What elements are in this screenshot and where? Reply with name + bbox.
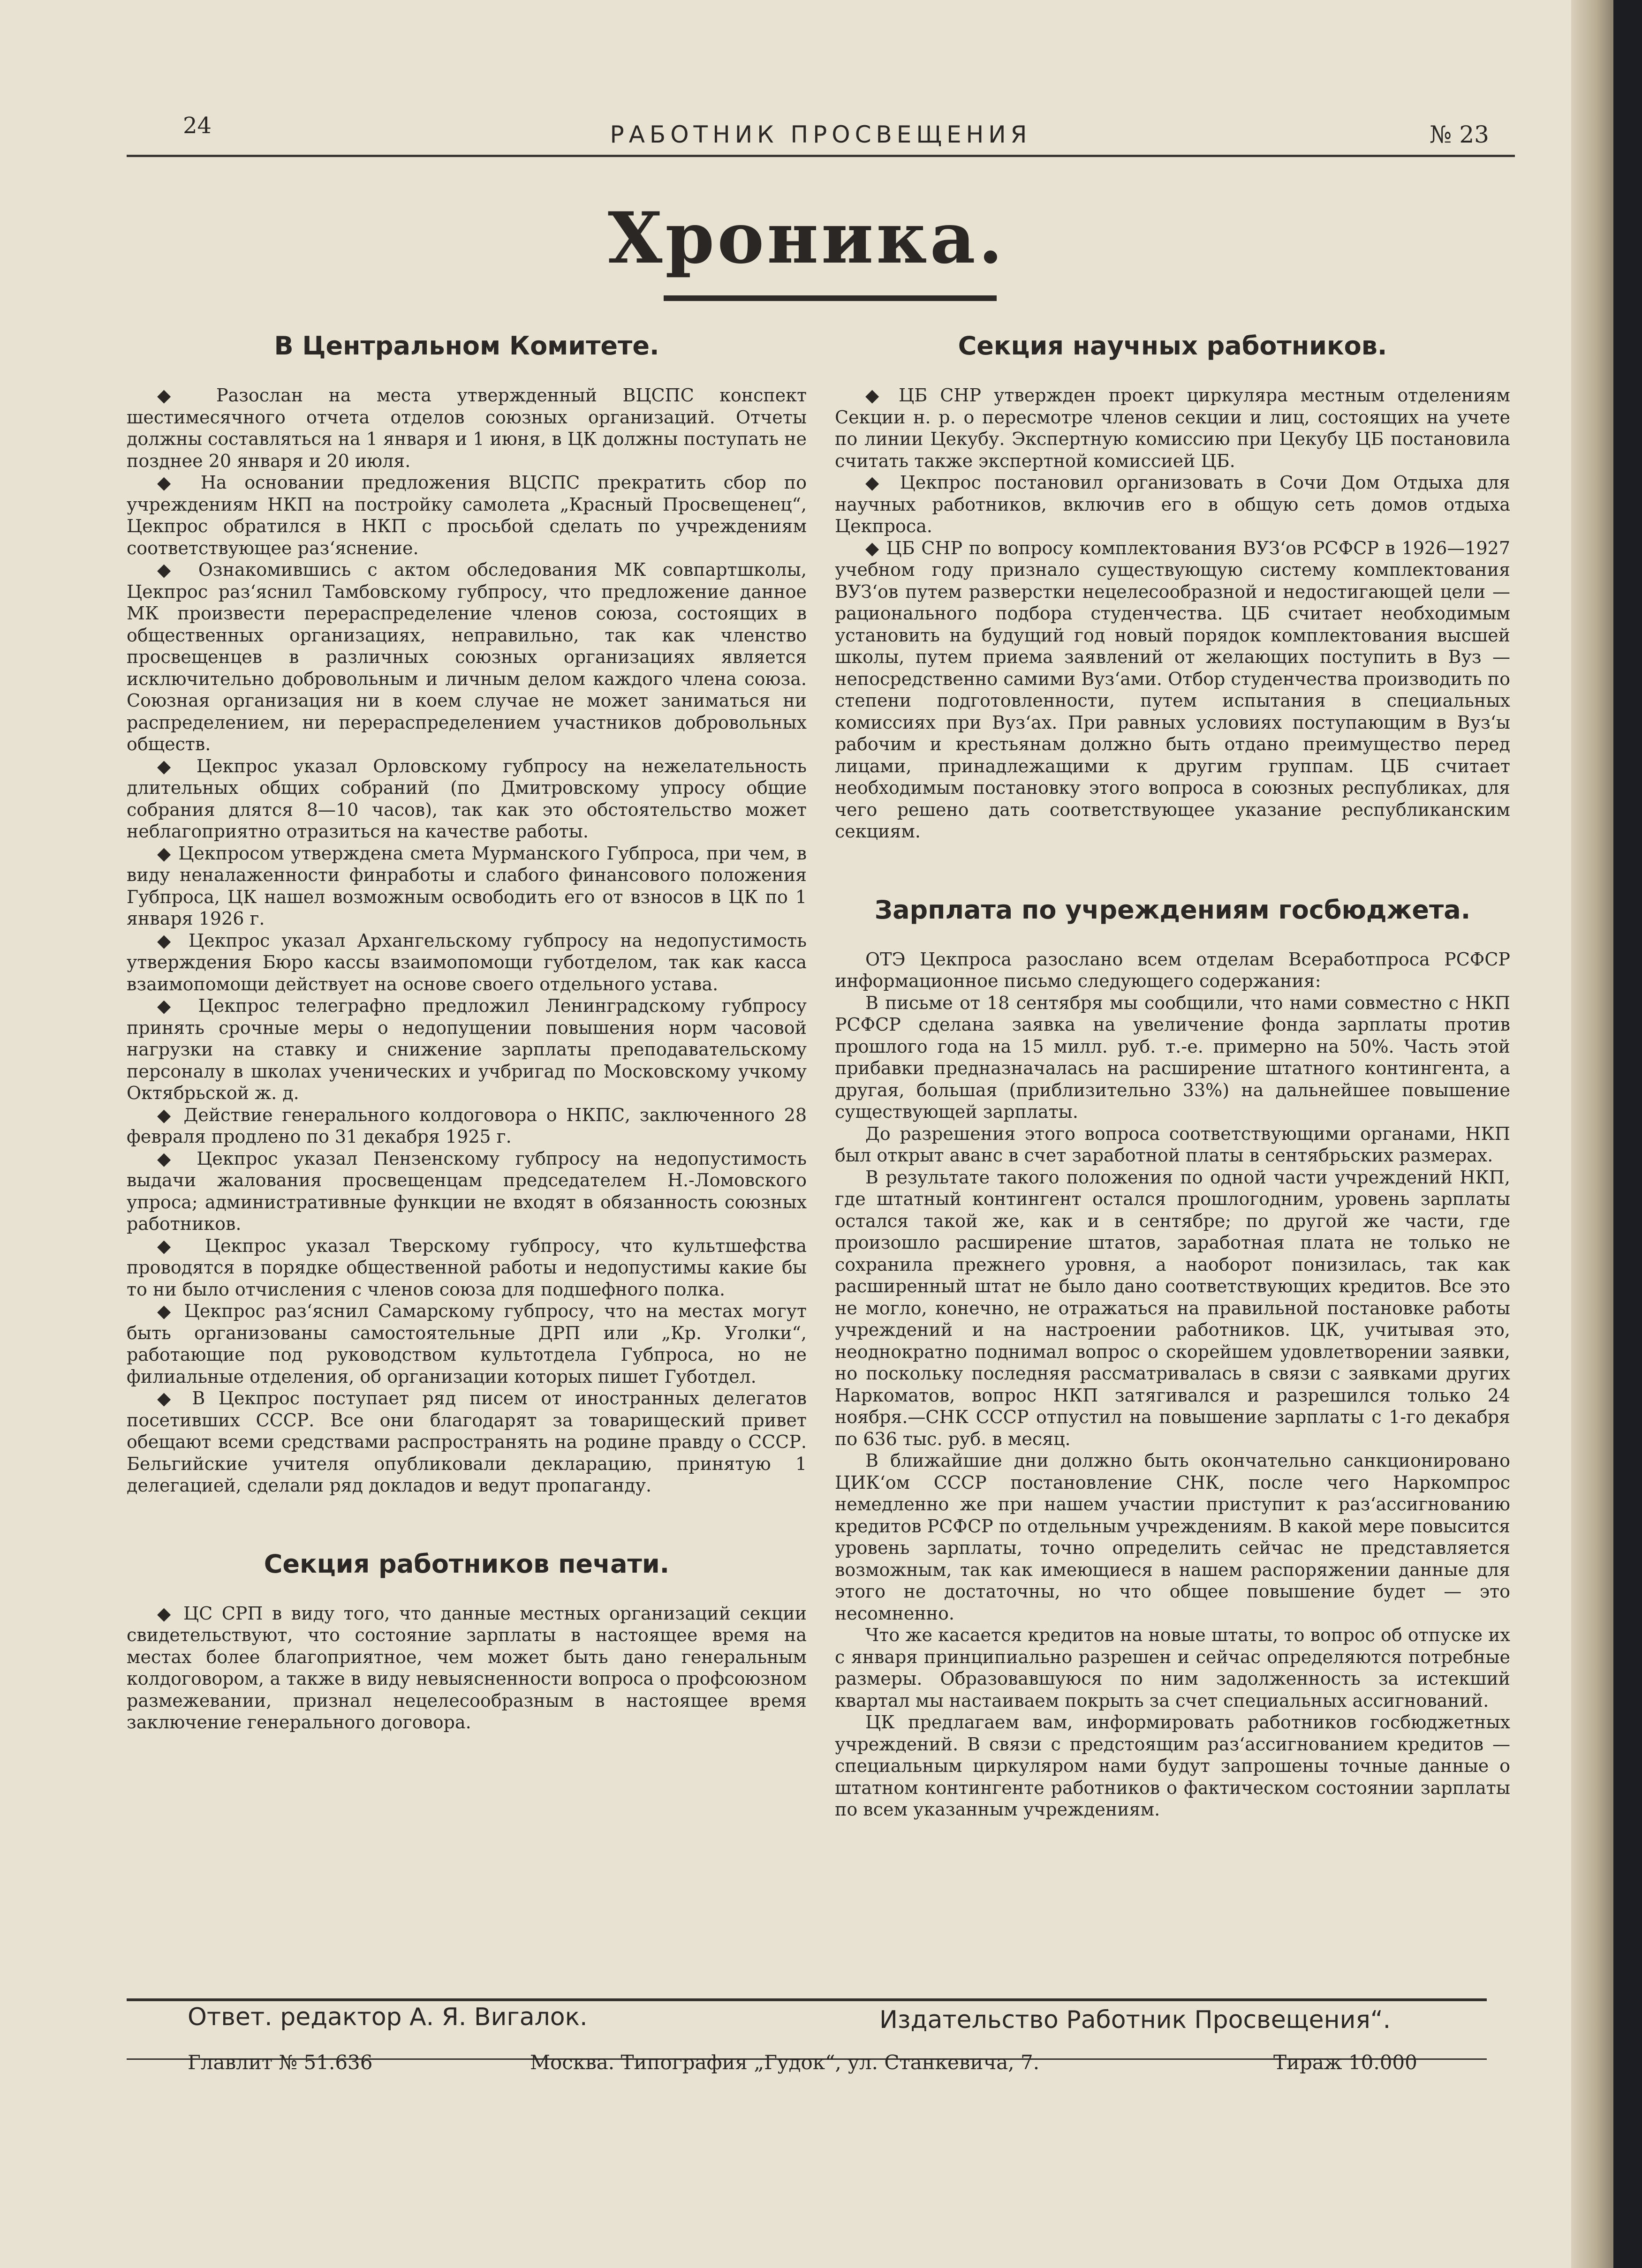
left-paragraph: ◆ Цекпрос указал Пензенскому губпросу на недопустимость выдачи жалования просвещенцам председателем Н.-Ломовского упроса; административные функции не входят в обязанность союзных работников. — [127, 1148, 807, 1234]
footer-rule-top — [127, 1998, 1487, 2001]
scientific-workers-heading: Секция научных работников. — [958, 331, 1387, 361]
right-paragraph: ◆ ЦБ СНР по вопросу комплектования ВУЗ‘ов РСФСР в 1926—1927 учебном году признало существующую систему комплектования ВУЗ‘ов путем разверстки нецелесообразной и недостигающей цели — рационального подбора студенчества. ЦБ считает необходимым установить на будущий год новый порядок комплектования высшей школы, путем приема заявлений от желающих поступить в Вуз — непосредственно самими Вуз‘ами. Отбор студенчества производить по степени подготовленности, путем испытания в специальных комиссиях при Вуз‘ах. При равных условиях поступающим в Вуз‘ы рабочим и крестьянам должно быть отдано преимущество перед лицами, принадлежащими к другим группам. ЦБ считает необходимым постановку этого вопроса в союзных республиках, для чего решено дать соответствующее указание республиканским секциям. — [835, 537, 1510, 842]
left-paragraph: ◆ На основании предложения ВЦСПС прекратить сбор по учреждениям НКП на постройку самолета „Красный Просвещенец“, Цекпрос обратился в НКП с просьбой сделать по учреждениям соответствующее раз‘яснение. — [127, 472, 807, 558]
page-number: 24 — [183, 113, 212, 139]
circulation: Тираж 10.000 — [1273, 2051, 1417, 2074]
publisher-credit: Издательство Работник Просвещения“. — [879, 2006, 1391, 2034]
journal-title: РАБОТНИК ПРОСВЕЩЕНИЯ — [610, 121, 1032, 148]
left-paragraph: ◆ Цекпрос указал Орловскому губпросу на нежелательность длительных общих собраний (по Дмитровскому упросу общие собрания длятся 8—10 часов), так как это обстоятельство может неблагоприятно отразиться на качестве работы. — [127, 755, 807, 842]
central-committee-heading: В Центральном Комитете. — [274, 331, 659, 361]
right-paragraph: В письме от 18 сентября мы сообщили, что нами совместно с НКП РСФСР сделана заявка на увеличение фонда зарплаты против прошлого года на 15 милл. руб. т.-е. примерно на 50%. Часть этой прибавки предназначалась на расширение штатного контингента, а другая, большая (приблизительно 33%) на дальнейшее повышение существующей зарплаты. — [835, 992, 1510, 1122]
left-paragraph: ◆ Ознакомившись с актом обследования МК совпартшколы, Цекпрос раз‘яснил Тамбовскому губпросу, что предложение данное МК произвести перераспределение членов союза, состоящих в общественных организациях, неправильно, так как членство просвещенцев в различных союзных организациях является исключительно добровольным и личным делом каждого члена союза. Союзная организация ни в коем случае не может заниматься ни распределением, ни перераспределением участников добровольных обществ. — [127, 559, 807, 754]
editor-credit: Ответ. редактор А. Я. Вигалок. — [188, 2003, 588, 2031]
printing-house: Москва. Типография „Гудок“, ул. Станкевича, 7. — [530, 2051, 1040, 2074]
right-paragraph: ЦК предлагаем вам, информировать работников госбюджетных учреждений. В связи с предстоящим раз‘ассигнованием кредитов — специальным циркуляром нами будут запрошены точные данные о штатном контингенте работников о фактическом состоянии зарплаты по всем указанным учреждениям. — [835, 1712, 1510, 1820]
left-paragraph: ◆ Цекпрос телеграфно предложил Ленинградскому губпросу принять срочные меры о недопущении повышения норм часовой нагрузки на ставку и снижение зарплаты преподавательскому персоналу в школах ученических и учбригад по Московскому учкому Октябрьской ж. д. — [127, 995, 807, 1103]
right-paragraph: В ближайшие дни должно быть окончательно санкционировано ЦИК‘ом СССР постановление СНК, после чего Наркомпрос немедленно же при нашем участии приступит к раз‘ассигнованию кредитов РСФСР по отдельным учреждениям. В какой мере повысится уровень зарплаты, точно определить сейчас не представляется возможным, так как имеющиеся в нашем распоряжении данные для этого не достаточны, но что общее повышение будет — это несомненно. — [835, 1450, 1510, 1624]
left-paragraph: ◆ ЦС СРП в виду того, что данные местных организаций секции свидетельствуют, что состояние зарплаты в настоящее время на местах более благоприятное, чем может быть дано генеральным колдоговором, а также в виду невыясненности вопроса о профсоюзном размежевании, признал нецелесообразным в настоящее время заключение генерального договора. — [127, 1603, 807, 1733]
right-paragraph: ◆ ЦБ СНР утвержден проект циркуляра местным отделениям Секции н. р. о пересмотре членов секции и лиц, состоящих на учете по линии Цекубу. Экспертную комиссию при Цекубу ЦБ постановила считать также экспертной комиссией ЦБ. — [835, 385, 1510, 471]
left-paragraph: ◆ Действие генерального колдоговора о НКПС, заключенного 28 февраля продлено по 31 декабря 1925 г. — [127, 1104, 807, 1147]
left-paragraph: ◆ Цекпрос указал Архангельскому губпросу на недопустимость утверждения Бюро кассы взаимопомощи губотделом, так как касса взаимопомощи действует на основе своего отдельного устава. — [127, 930, 807, 995]
right-paragraph: До разрешения этого вопроса соответствующими органами, НКП был открыт аванс в счет заработной платы в сентябрьских размерах. — [835, 1123, 1510, 1166]
title-underline — [664, 295, 997, 301]
section-title: Хроника. — [607, 197, 1006, 279]
left-paragraph: ◆ Цекпрос раз‘яснил Самарскому губпросу, что на местах могут быть организованы самостоятельные ДРП или „Кр. Уголки“, работающие под руководством культотдела Губпроса, но не филиальные отделения, об организации которых пишет Губотдел. — [127, 1301, 807, 1387]
right-paragraph: Что же касается кредитов на новые штаты, то вопрос об отпуске их с января принципиально разрешен и сейчас определяются потребные размеры. Образовавшуюся по ним задолженность за истекший квартал мы настаиваем покрыть за счет специальных ассигнований. — [835, 1625, 1510, 1711]
salary-heading: Зарплата по учреждениям госбюджета. — [874, 895, 1471, 925]
left-paragraph: ◆ Разослан на места утвержденный ВЦСПС конспект шестимесячного отчета отделов союзных организаций. Отчеты должны составляться на 1 января и 1 июня, в ЦК должны поступать не позднее 20 января и 20 июля. — [127, 385, 807, 471]
right-paragraph: В результате такого положения по одной части учреждений НКП, где штатный контингент остался прошлогодним, уровень зарплаты остался такой же, как и в сентябре; по другой же части, где произошло расширение штатов, заработная плата не только не сохранила прежнего уровня, а наоборот понизилась, так как расширенный штат не было дано соответствующих кредитов. Все это не могло, конечно, не отражаться на правильной постановке работы учреждений и на настроении работников. ЦК, учитывая это, неоднократно поднимал вопрос о скорейшем удовлетворении заявки, но поскольку последняя рассматривалась в связи с заявками других Наркоматов, вопрос НКП затягивался и разрешился только 24 ноября.—СНК СССР отпустил на повышение зарплаты с 1-го декабря по 636 тыс. руб. в месяц. — [835, 1167, 1510, 1449]
page-edge-shadow — [1571, 0, 1613, 2268]
left-paragraph: ◆ В Цекпрос поступает ряд писем от иностранных делегатов посетивших СССР. Все они благодарят за товарищеский привет обещают всеми средствами распространять на родине правду о СССР. Бельгийские учителя опубликовали декларацию, принятую 1 делегацией, сделали ряд докладов и ведут пропаганду. — [127, 1388, 807, 1496]
running-header — [127, 113, 1515, 157]
left-paragraph: ◆ Цекпросом утверждена смета Мурманского Губпроса, при чем, в виду неналаженности финработы и слабого финансового положения Губпроса, ЦК нашел возможным освободить его от взносов в ЦК по 1 января 1926 г. — [127, 843, 807, 929]
left-paragraph: ◆ Цекпрос указал Тверскому губпросу, что культшефства проводятся в порядке общественной работы и недопустимы какие бы то ни было отчисления с членов союза для подшефного полка. — [127, 1235, 807, 1300]
left-column — [127, 324, 807, 1733]
press-workers-heading: Секция работников печати. — [264, 1549, 670, 1579]
right-paragraph: ОТЭ Цекпроса разослано всем отделам Всеработпроса РСФСР информационное письмо следующего содержания: — [835, 949, 1510, 991]
glavlit-number: Главлит № 51.636 — [188, 2051, 373, 2074]
issue-number: № 23 — [1430, 121, 1489, 148]
right-column — [835, 324, 1510, 1821]
right-paragraph: ◆ Цекпрос постановил организовать в Сочи Дом Отдыха для научных работников, включив его в общую сеть домов отдыха Цекпроса. — [835, 472, 1510, 536]
